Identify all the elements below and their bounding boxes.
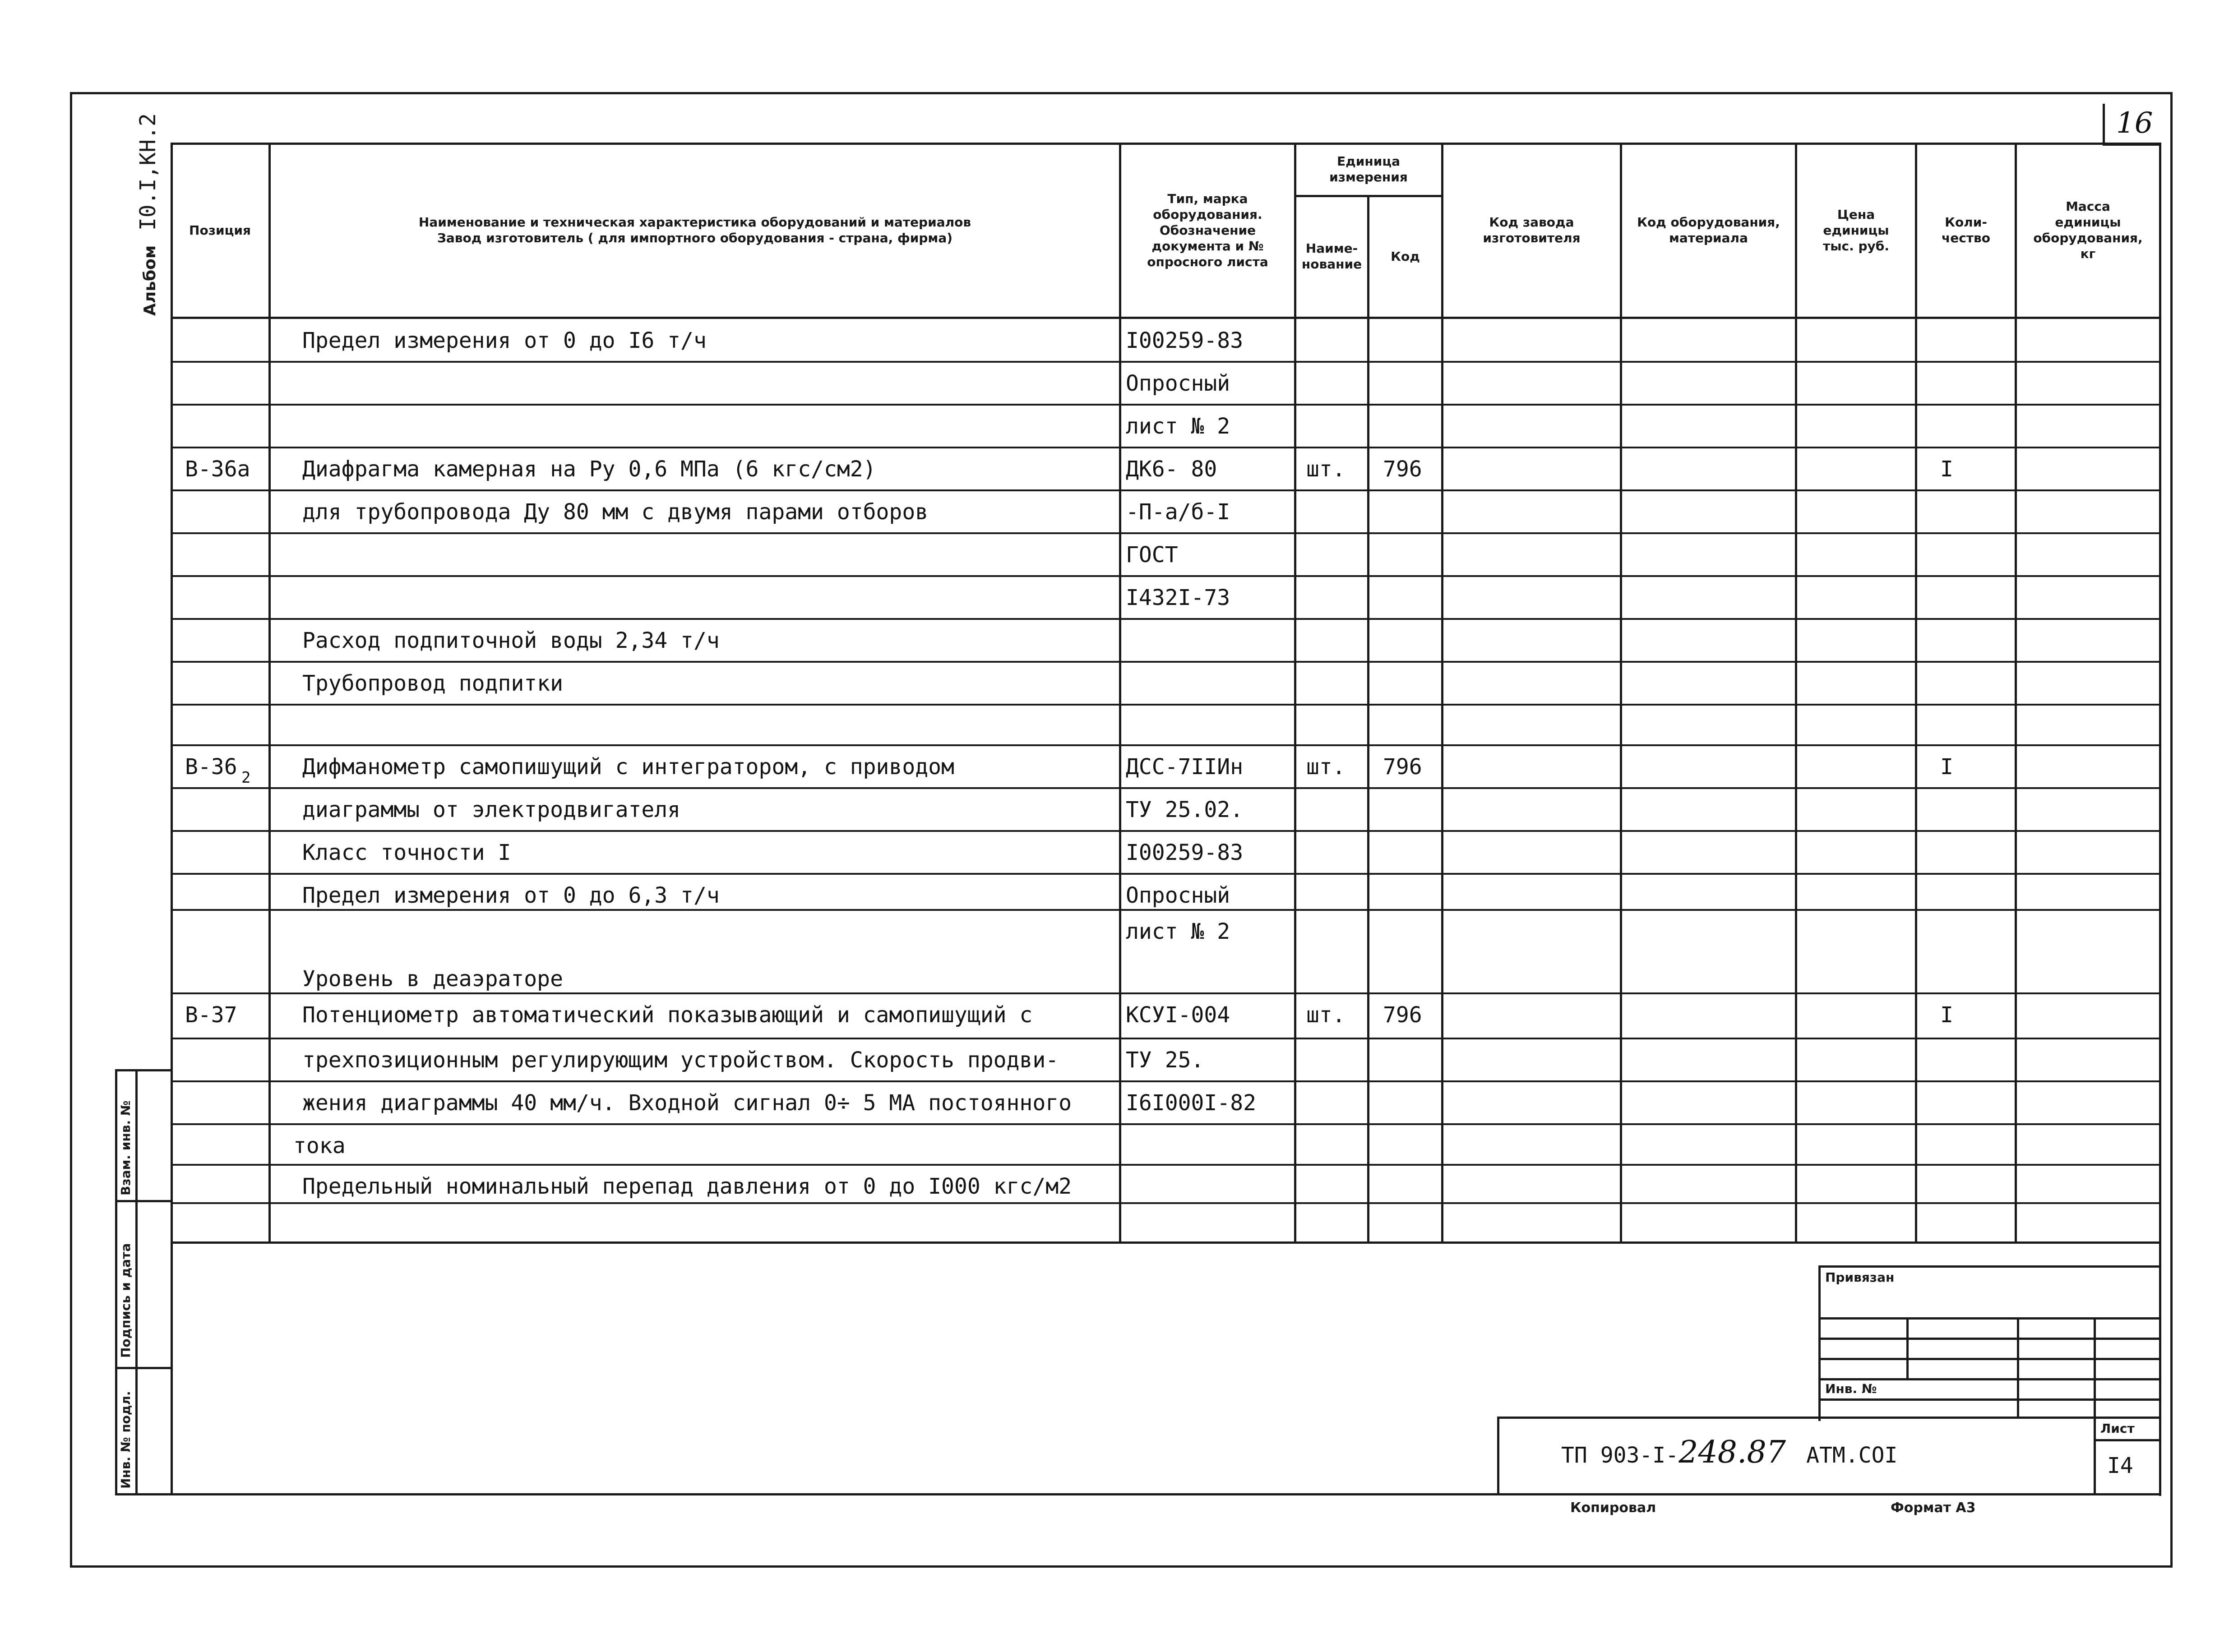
- row-name: Класс точности I: [302, 840, 511, 865]
- stamp-inv-podl: Инв. № подл.: [118, 1391, 133, 1489]
- row-type: КСУI-004: [1126, 1002, 1230, 1028]
- row-qty: I: [1940, 1002, 1953, 1028]
- row-type: ТУ 25.: [1126, 1047, 1204, 1073]
- row-type: ДК6- 80: [1126, 457, 1217, 482]
- row-name: Предельный номинальный перепад давления от 0 до I000 кгс/м2: [302, 1174, 1072, 1199]
- priv-left: [1818, 1265, 1821, 1421]
- row-line: [171, 1038, 2161, 1039]
- stamp-sheet-line: [2094, 1439, 2161, 1441]
- row-line: [171, 992, 2161, 994]
- stamp-inv-vzam: Взам. инв. №: [118, 1100, 133, 1195]
- priv-col-3: [2094, 1317, 2096, 1419]
- row-position: В-36а: [185, 457, 250, 482]
- row-position-sub: 2: [241, 769, 251, 787]
- row-name: Предел измерения от 0 до 6,3 т/ч: [302, 883, 720, 908]
- header-equip-code: Код оборудования, материала: [1637, 215, 1780, 245]
- row-name: Дифманометр самопишущий с интегратором, с приводом: [302, 754, 954, 780]
- stamp-col-mid: [135, 1069, 138, 1495]
- row-type: Опросный: [1126, 883, 1230, 908]
- header-bottom-line: [171, 317, 2161, 319]
- doc-code: [1561, 1435, 1897, 1470]
- header-type: Тип, марка оборудования. Обозначение документа и № опросного листа: [1147, 191, 1268, 269]
- header-unit-code: Код: [1391, 249, 1420, 264]
- row-line: [171, 830, 2161, 832]
- row-unit: шт.: [1306, 754, 1346, 780]
- stamp-left: [1497, 1417, 1499, 1495]
- row-name: Расход подпиточной воды 2,34 т/ч: [302, 628, 720, 653]
- row-position: В-36: [185, 754, 237, 780]
- frame-left-line: [70, 92, 72, 1568]
- row-code: 796: [1383, 1002, 1422, 1028]
- stamp-sign-date: Подпись и дата: [118, 1243, 133, 1358]
- stamp-sheet-divider: [2094, 1417, 2096, 1495]
- row-line: [171, 447, 2161, 448]
- row-type: -П-а/б-I: [1126, 499, 1230, 525]
- row-line: [171, 744, 2161, 746]
- frame-top-line: [70, 92, 2173, 94]
- sheet-label: Лист: [2100, 1421, 2135, 1436]
- row-type: Опросный: [1126, 371, 1230, 396]
- sheet-number: I4: [2107, 1453, 2133, 1478]
- priv-line-1: [1818, 1317, 2161, 1320]
- row-line: [171, 1164, 2161, 1166]
- doc-code-prefix: ТП 903-I-: [1561, 1443, 1679, 1468]
- priv-col-2: [2017, 1317, 2019, 1419]
- table-right-line: [2159, 143, 2161, 1496]
- row-name: Потенциометр автоматический показывающий и самопишущий с: [302, 1002, 1033, 1028]
- table-left-line: [171, 143, 173, 1495]
- row-name: жения диаграммы 40 мм/ч. Входной сигнал 0÷ 5 МА постоянного: [302, 1090, 1072, 1116]
- privyazan-label: Привязан: [1825, 1270, 1895, 1285]
- page-number: 16: [2116, 106, 2153, 140]
- row-line: [171, 704, 2161, 706]
- row-line: [171, 1202, 2161, 1204]
- row-type: I6I000I-82: [1126, 1090, 1256, 1116]
- doc-code-suffix: АТМ.СОI: [1806, 1443, 1898, 1468]
- row-line: [171, 787, 2161, 789]
- stamp-col-left: [115, 1069, 117, 1495]
- row-type: лист № 2: [1126, 414, 1230, 439]
- row-line: [171, 489, 2161, 491]
- page-box-left: [2103, 104, 2105, 144]
- doc-code-hand: 248.87: [1678, 1435, 1786, 1470]
- row-line: [171, 661, 2161, 663]
- header-factory-code: Код завода изготовителя: [1483, 215, 1581, 245]
- row-type: I00259-83: [1126, 328, 1244, 353]
- row-name: Предел измерения от 0 до I6 т/ч: [302, 328, 707, 353]
- row-position: В-37: [185, 1002, 237, 1028]
- row-code: 796: [1383, 457, 1422, 482]
- row-unit: шт.: [1306, 457, 1346, 482]
- header-unit-name: Наиме- нование: [1301, 241, 1362, 272]
- priv-top: [1818, 1265, 2161, 1268]
- row-type: ГОСТ: [1126, 542, 1178, 568]
- footer-copied: Копировал: [1570, 1500, 1656, 1516]
- row-type: ТУ 25.02.: [1126, 797, 1244, 822]
- row-name: диаграммы от электродвигателя: [302, 797, 681, 822]
- row-line: [171, 404, 2161, 406]
- stamp-line-1: [115, 1069, 171, 1071]
- album-label: [135, 113, 161, 316]
- row-line: [171, 532, 2161, 534]
- row-type: лист № 2: [1126, 919, 1230, 944]
- header-position: Позиция: [189, 222, 251, 238]
- row-name: трехпозиционным регулирующим устройством. Скорость продви-: [302, 1047, 1059, 1073]
- frame-right-line: [2170, 92, 2173, 1568]
- row-name: Уровень в деаэраторе: [302, 966, 563, 992]
- priv-col-1: [1906, 1317, 1909, 1378]
- row-name: для трубопровода Ду 80 мм с двумя парами отборов: [302, 499, 929, 525]
- stamp-top: [1497, 1417, 2161, 1419]
- row-line: [171, 1123, 2161, 1125]
- row-qty: I: [1940, 457, 1953, 482]
- row-line: [171, 618, 2161, 620]
- row-type: I00259-83: [1126, 840, 1244, 865]
- row-line: [171, 1080, 2161, 1082]
- priv-line-3: [1818, 1358, 2161, 1360]
- footer-format: Формат А3: [1891, 1500, 1976, 1516]
- row-line: [171, 361, 2161, 363]
- header-name: Наименование и техническая характеристика оборудований и материалов Завод изготовитель ( для импортного оборудования - страна, фирма): [418, 215, 971, 245]
- album-number: I0.I,КН.2: [135, 113, 161, 231]
- row-line: [171, 575, 2161, 577]
- header-qty: Коли- чество: [1942, 215, 1990, 245]
- frame-bottom-line: [70, 1565, 2173, 1568]
- row-qty: I: [1940, 754, 1953, 780]
- row-unit: шт.: [1306, 1002, 1346, 1028]
- row-line: [171, 873, 2161, 875]
- row-name: Трубопровод подпитки: [302, 671, 563, 696]
- priv-line-2: [1818, 1338, 2161, 1340]
- row-name: тока: [293, 1133, 346, 1158]
- row-code: 796: [1383, 754, 1422, 780]
- header-mass: Масса единицы оборудования, кг: [2033, 199, 2143, 261]
- stamp-line-3: [115, 1367, 171, 1369]
- col-line-4: [1367, 195, 1369, 1243]
- header-unit-group: Единица измерения: [1329, 154, 1408, 185]
- priv-line-4: [1818, 1378, 2161, 1380]
- row-type: I432I-73: [1126, 585, 1230, 610]
- row-line: [171, 909, 2161, 911]
- album-label-text: Альбом: [141, 245, 159, 316]
- header-price: Цена единицы тыс. руб.: [1822, 207, 1889, 254]
- stamp-line-2: [115, 1200, 171, 1202]
- table-bottom-line: [115, 1493, 2161, 1495]
- table-body-bottom: [171, 1241, 2161, 1244]
- inv-no-label: Инв. №: [1825, 1381, 1877, 1396]
- row-name: Диафрагма камерная на Ру 0,6 МПа (6 кгс/см2): [302, 457, 876, 482]
- row-type: ДСС-7IIИн: [1126, 754, 1244, 780]
- priv-line-5: [1818, 1398, 2161, 1401]
